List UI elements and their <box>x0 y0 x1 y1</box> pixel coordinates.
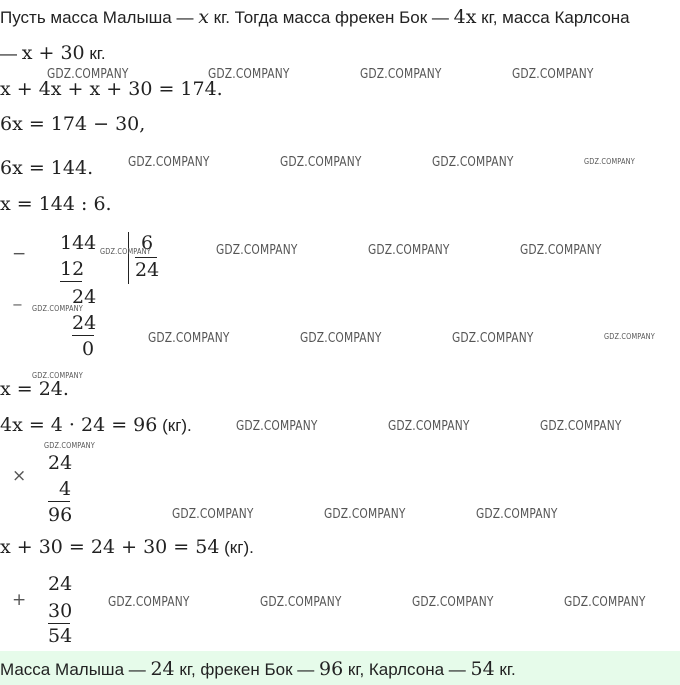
answer-value-malysh: 24 <box>150 658 175 680</box>
watermark: GDZ.COMPANY <box>584 157 635 166</box>
watermark: GDZ.COMPANY <box>32 371 83 380</box>
watermark: GDZ.COMPANY <box>360 67 442 82</box>
multiplication-result: 96 <box>48 504 73 526</box>
multiplication-underline <box>48 501 70 502</box>
equation-7-unit: (кг). <box>219 538 254 557</box>
expression: x + 30 <box>21 42 85 64</box>
addition-result: 54 <box>48 625 73 647</box>
equation-3: 6x = 144. <box>0 157 94 179</box>
addition-sign: + <box>12 590 27 610</box>
watermark: GDZ.COMPANY <box>44 441 95 450</box>
watermark: GDZ.COMPANY <box>564 595 646 610</box>
equation-2: 6x = 174 − 30, <box>0 113 146 135</box>
division-minus-2: − <box>12 298 23 313</box>
intro-text: — <box>0 44 22 63</box>
division-minus-1: − <box>12 244 27 264</box>
equation-4: x = 144 : 6. <box>0 193 112 215</box>
equation-7 <box>0 536 254 558</box>
watermark: GDZ.COMPANY <box>432 155 514 170</box>
watermark: GDZ.COMPANY <box>476 507 558 522</box>
division-subtrahend-1: 12 <box>60 258 85 280</box>
watermark: GDZ.COMPANY <box>108 595 190 610</box>
watermark: GDZ.COMPANY <box>47 67 129 82</box>
answer-part: кг, фрекен Бок — <box>174 660 319 679</box>
watermark: GDZ.COMPANY <box>172 507 254 522</box>
answer-value-karlson: 54 <box>470 658 495 680</box>
intro-line-2 <box>0 42 106 64</box>
division-remainder-1: 24 <box>72 286 97 308</box>
watermark: GDZ.COMPANY <box>280 155 362 170</box>
addition-term-1: 24 <box>48 573 73 595</box>
division-remainder-2: 0 <box>82 338 95 360</box>
intro-text: Пусть масса Малыша — <box>0 8 199 27</box>
watermark: GDZ.COMPANY <box>32 304 83 313</box>
variable-4x: 4x <box>453 6 477 28</box>
watermark: GDZ.COMPANY <box>300 331 382 346</box>
division-divisor: 6 <box>141 232 154 254</box>
answer-box <box>0 651 680 685</box>
watermark: GDZ.COMPANY <box>100 247 151 256</box>
division-underline-2 <box>72 335 94 336</box>
equation-6-unit: (кг). <box>157 416 192 435</box>
watermark: GDZ.COMPANY <box>208 67 290 82</box>
watermark: GDZ.COMPANY <box>540 419 622 434</box>
intro-line-1 <box>0 6 630 28</box>
watermark: GDZ.COMPANY <box>604 332 655 341</box>
equation-6-math: 4x = 4 · 24 = 96 <box>0 414 158 436</box>
watermark: GDZ.COMPANY <box>128 155 210 170</box>
multiplication-sign: × <box>12 466 27 486</box>
answer-value-bok: 96 <box>318 658 344 680</box>
division-underline-1 <box>60 281 82 282</box>
watermark: GDZ.COMPANY <box>148 331 230 346</box>
watermark: GDZ.COMPANY <box>260 595 342 610</box>
answer-part: кг. <box>494 660 516 679</box>
division-bar <box>128 232 129 284</box>
watermark: GDZ.COMPANY <box>236 419 318 434</box>
division-divisor-line <box>135 257 157 258</box>
equation-5: x = 24. <box>0 378 69 400</box>
equation-6 <box>0 414 192 436</box>
multiplication-factor-1: 24 <box>48 452 73 474</box>
division-dividend: 144 <box>60 232 97 254</box>
division-quotient: 24 <box>135 259 160 281</box>
answer-part: кг, Карлсона — <box>343 660 471 679</box>
intro-text: кг. Тогда масса фрекен Бок — <box>208 8 454 27</box>
watermark: GDZ.COMPANY <box>520 243 602 258</box>
equation-7-math: x + 30 = 24 + 30 = 54 <box>0 536 220 558</box>
equation-1: x + 4x + x + 30 = 174. <box>0 78 223 100</box>
intro-text: кг, масса Карлсона <box>476 8 630 27</box>
addition-underline <box>48 623 70 624</box>
watermark: GDZ.COMPANY <box>324 507 406 522</box>
watermark: GDZ.COMPANY <box>216 243 298 258</box>
addition-term-2: 30 <box>48 600 73 622</box>
watermark: GDZ.COMPANY <box>412 595 494 610</box>
multiplication-factor-2: 4 <box>59 478 72 500</box>
variable-x: x <box>198 6 209 28</box>
watermark: GDZ.COMPANY <box>512 67 594 82</box>
division-subtrahend-2: 24 <box>72 312 97 334</box>
answer-part: Масса Малыша — <box>0 660 151 679</box>
watermark: GDZ.COMPANY <box>452 331 534 346</box>
answer-text <box>0 658 516 680</box>
intro-text: кг. <box>84 44 106 63</box>
watermark: GDZ.COMPANY <box>368 243 450 258</box>
watermark: GDZ.COMPANY <box>388 419 470 434</box>
